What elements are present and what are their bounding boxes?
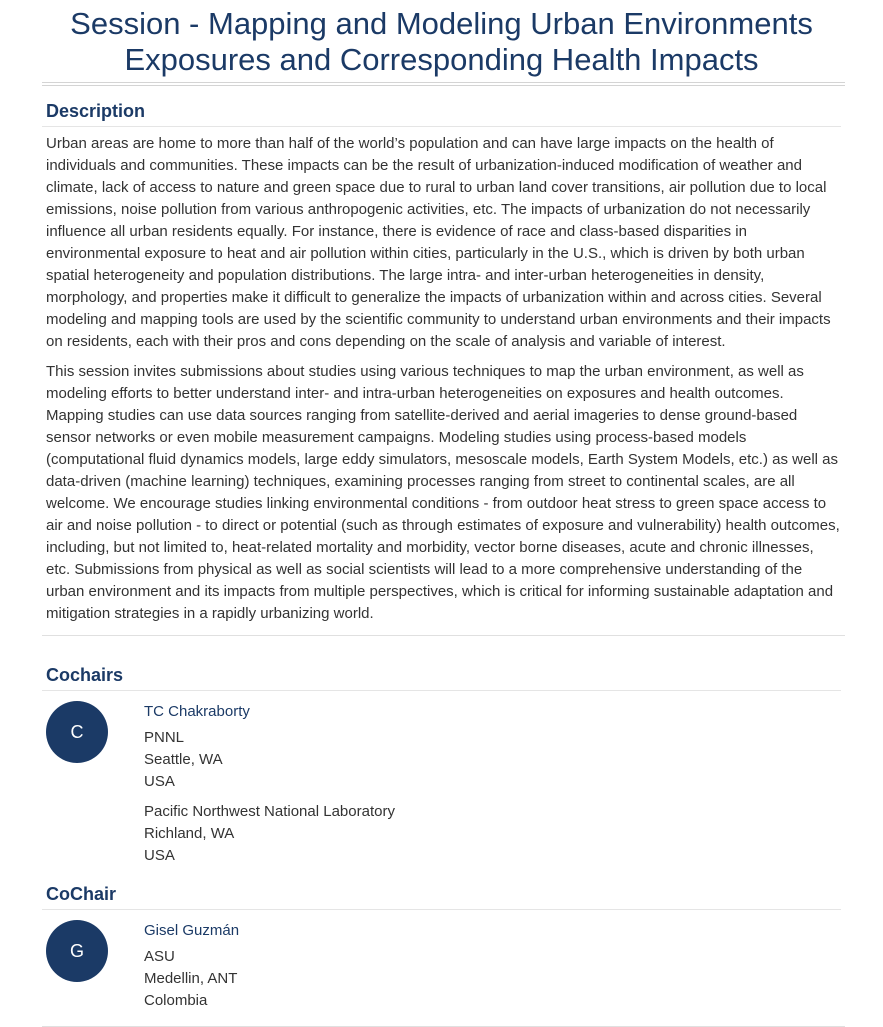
- person-name-link[interactable]: Gisel Guzmán: [144, 922, 240, 939]
- affiliation-country: USA: [144, 773, 175, 790]
- person-card: [42, 920, 841, 1012]
- cochairs-section: [42, 664, 841, 867]
- page-title: [0, 0, 883, 78]
- person-info: [144, 701, 395, 867]
- affiliation: [144, 727, 395, 793]
- description-heading: Description: [42, 100, 841, 127]
- title-line-1: Session - Mapping and Modeling Urban Environments: [70, 6, 813, 41]
- affiliation: [144, 801, 395, 867]
- title-line-2: Exposures and Corresponding Health Impacts: [124, 42, 759, 77]
- affiliation-org: PNNL: [144, 729, 185, 746]
- avatar: C: [46, 701, 108, 763]
- affiliation: [144, 946, 239, 1012]
- cochair-section: [42, 883, 841, 1012]
- affiliation-country: USA: [144, 847, 175, 864]
- affiliation-country: Colombia: [144, 992, 208, 1009]
- description-body: [42, 133, 841, 625]
- title-divider: [42, 82, 845, 86]
- description-paragraph-1: Urban areas are home to more than half of the world’s population and can have large impacts on the health of individuals and communities. These impacts can be the result of urbanization-induced modification of weather and climate, lack of access to nature and green space due to rural to urban land cover transitions, air pollution due to local emissions, noise pollution from various anthropogenic activities, etc. The impacts of urbanization do not necessarily influence all urban residents equally. For instance, there is evidence of race and class-based disparities in environmental exposure to heat and air pollution within cities, particularly in the U.S., which is driven by both urban spatial heterogeneity and population distributions. The large intra- and inter-urban heterogeneities in density, morphology, and properties make it difficult to generalize the impacts of urbanization within and across cities. Several modeling and mapping tools are used by the scientific community to understand urban environments and their impacts on residents, each with their pros and cons depending on the scale of analysis and variable of interest.: [46, 135, 831, 350]
- person-info: [144, 920, 239, 1012]
- description-section: [42, 100, 841, 625]
- description-divider: [42, 635, 845, 636]
- person-name-link[interactable]: TC Chakraborty: [144, 703, 250, 720]
- affiliation-org: Pacific Northwest National Laboratory: [144, 803, 395, 820]
- affiliation-city: Medellin, ANT: [144, 970, 238, 987]
- avatar: G: [46, 920, 108, 982]
- person-card: [42, 701, 841, 867]
- affiliation-org: ASU: [144, 948, 175, 965]
- affiliation-city: Seattle, WA: [144, 751, 223, 768]
- cochair-heading: CoChair: [42, 883, 841, 910]
- affiliation-city: Richland, WA: [144, 825, 235, 842]
- cochairs-heading: Cochairs: [42, 664, 841, 691]
- description-paragraph-2: This session invites submissions about studies using various techniques to map the urban environment, as well as modeling efforts to better understand inter- and intra-urban heterogeneities on exposures and health outcomes. Mapping studies can use data sources ranging from satellite-derived and aerial imageries to dense ground-based sensor networks or even mobile measurement campaigns. Modeling studies using process-based models (computational fluid dynamics models, large eddy simulators, mesoscale models, Earth System Models, etc.) as well as data-driven (machine learning) techniques, examining processes ranging from street to continental scales, are all welcome. We encourage studies linking environmental conditions - from outdoor heat stress to green space access to air and noise pollution - to direct or potential (such as through estimates of exposure and vulnerability) health outcomes, including, but not limited to, heat-related mortality and morbidity, vector borne diseases, acute and chronic illnesses, etc. Submissions from physical as well as social scientists will lead to a more comprehensive understanding of the urban environment and its impacts from multiple perspectives, which is critical for informing sustainable adaptation and mitigation strategies in a rapidly urbanizing world.: [46, 363, 840, 622]
